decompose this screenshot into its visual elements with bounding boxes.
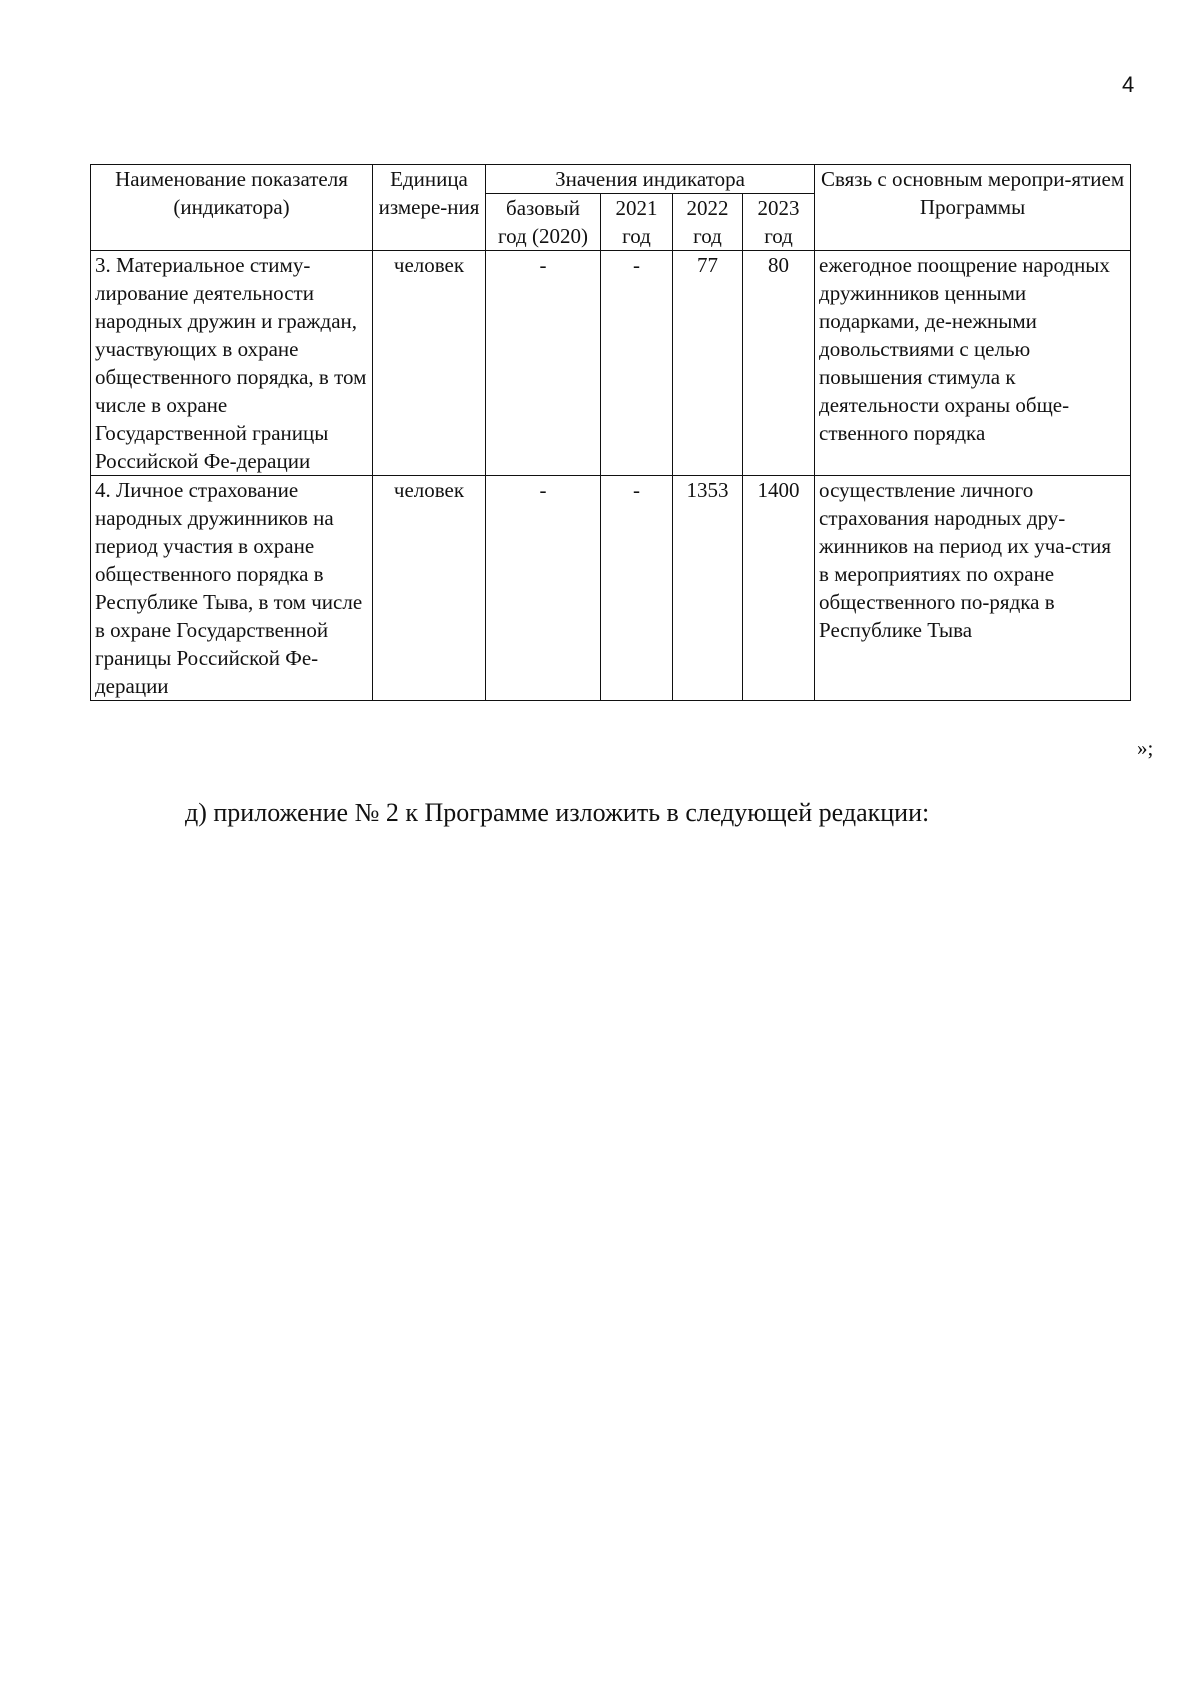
indicators-table: [90, 164, 1131, 701]
table-row: [91, 251, 1131, 476]
row-value-2021: -: [601, 476, 673, 701]
header-base-year: базовый год (2020): [486, 194, 601, 251]
closing-quote: »;: [1137, 736, 1154, 760]
row-value-2023: 80: [743, 251, 815, 476]
row-indicator-name: 3. Материальное стиму-лирование деятельности народных дружин и граждан, участвующих в охране общественного порядка, в том числе в охране Государственной границы Российской Фе-дерации: [91, 251, 373, 476]
row-value-2022: 77: [673, 251, 743, 476]
header-year-2021: 2021 год: [601, 194, 673, 251]
row-value-2022: 1353: [673, 476, 743, 701]
header-year-2022: 2022 год: [673, 194, 743, 251]
page-number: 4: [1122, 72, 1135, 97]
row-program-link: ежегодное поощрение народных дружинников ценными подарками, де-нежными довольствиями с целью повышения стимула к деятельности охраны обще-ственного порядка: [815, 251, 1131, 476]
row-base-value: -: [486, 476, 601, 701]
row-base-value: -: [486, 251, 601, 476]
row-value-2023: 1400: [743, 476, 815, 701]
header-unit: Единица измере-ния: [373, 165, 486, 251]
row-unit: человек: [373, 251, 486, 476]
header-indicator-values: Значения индикатора: [486, 165, 815, 194]
table-header: [91, 165, 1131, 251]
table-row: [91, 476, 1131, 701]
header-program-link: Связь с основным меропри-ятием Программы: [815, 165, 1131, 251]
row-value-2021: -: [601, 251, 673, 476]
row-indicator-name: 4. Личное страхование народных дружинников на период участия в охране общественного порядка в Республике Тыва, в том числе в охране Государственной границы Российской Фе-дерации: [91, 476, 373, 701]
header-year-2023: 2023 год: [743, 194, 815, 251]
row-unit: человек: [373, 476, 486, 701]
row-program-link: осуществление личного страхования народных дру-жинников на период их уча-стия в мероприятиях по охране общественного по-рядка в Республике Тыва: [815, 476, 1131, 701]
header-indicator-name: Наименование показателя (индикатора): [91, 165, 373, 251]
amendment-paragraph: д) приложение № 2 к Программе изложить в следующей редакции:: [185, 798, 930, 827]
